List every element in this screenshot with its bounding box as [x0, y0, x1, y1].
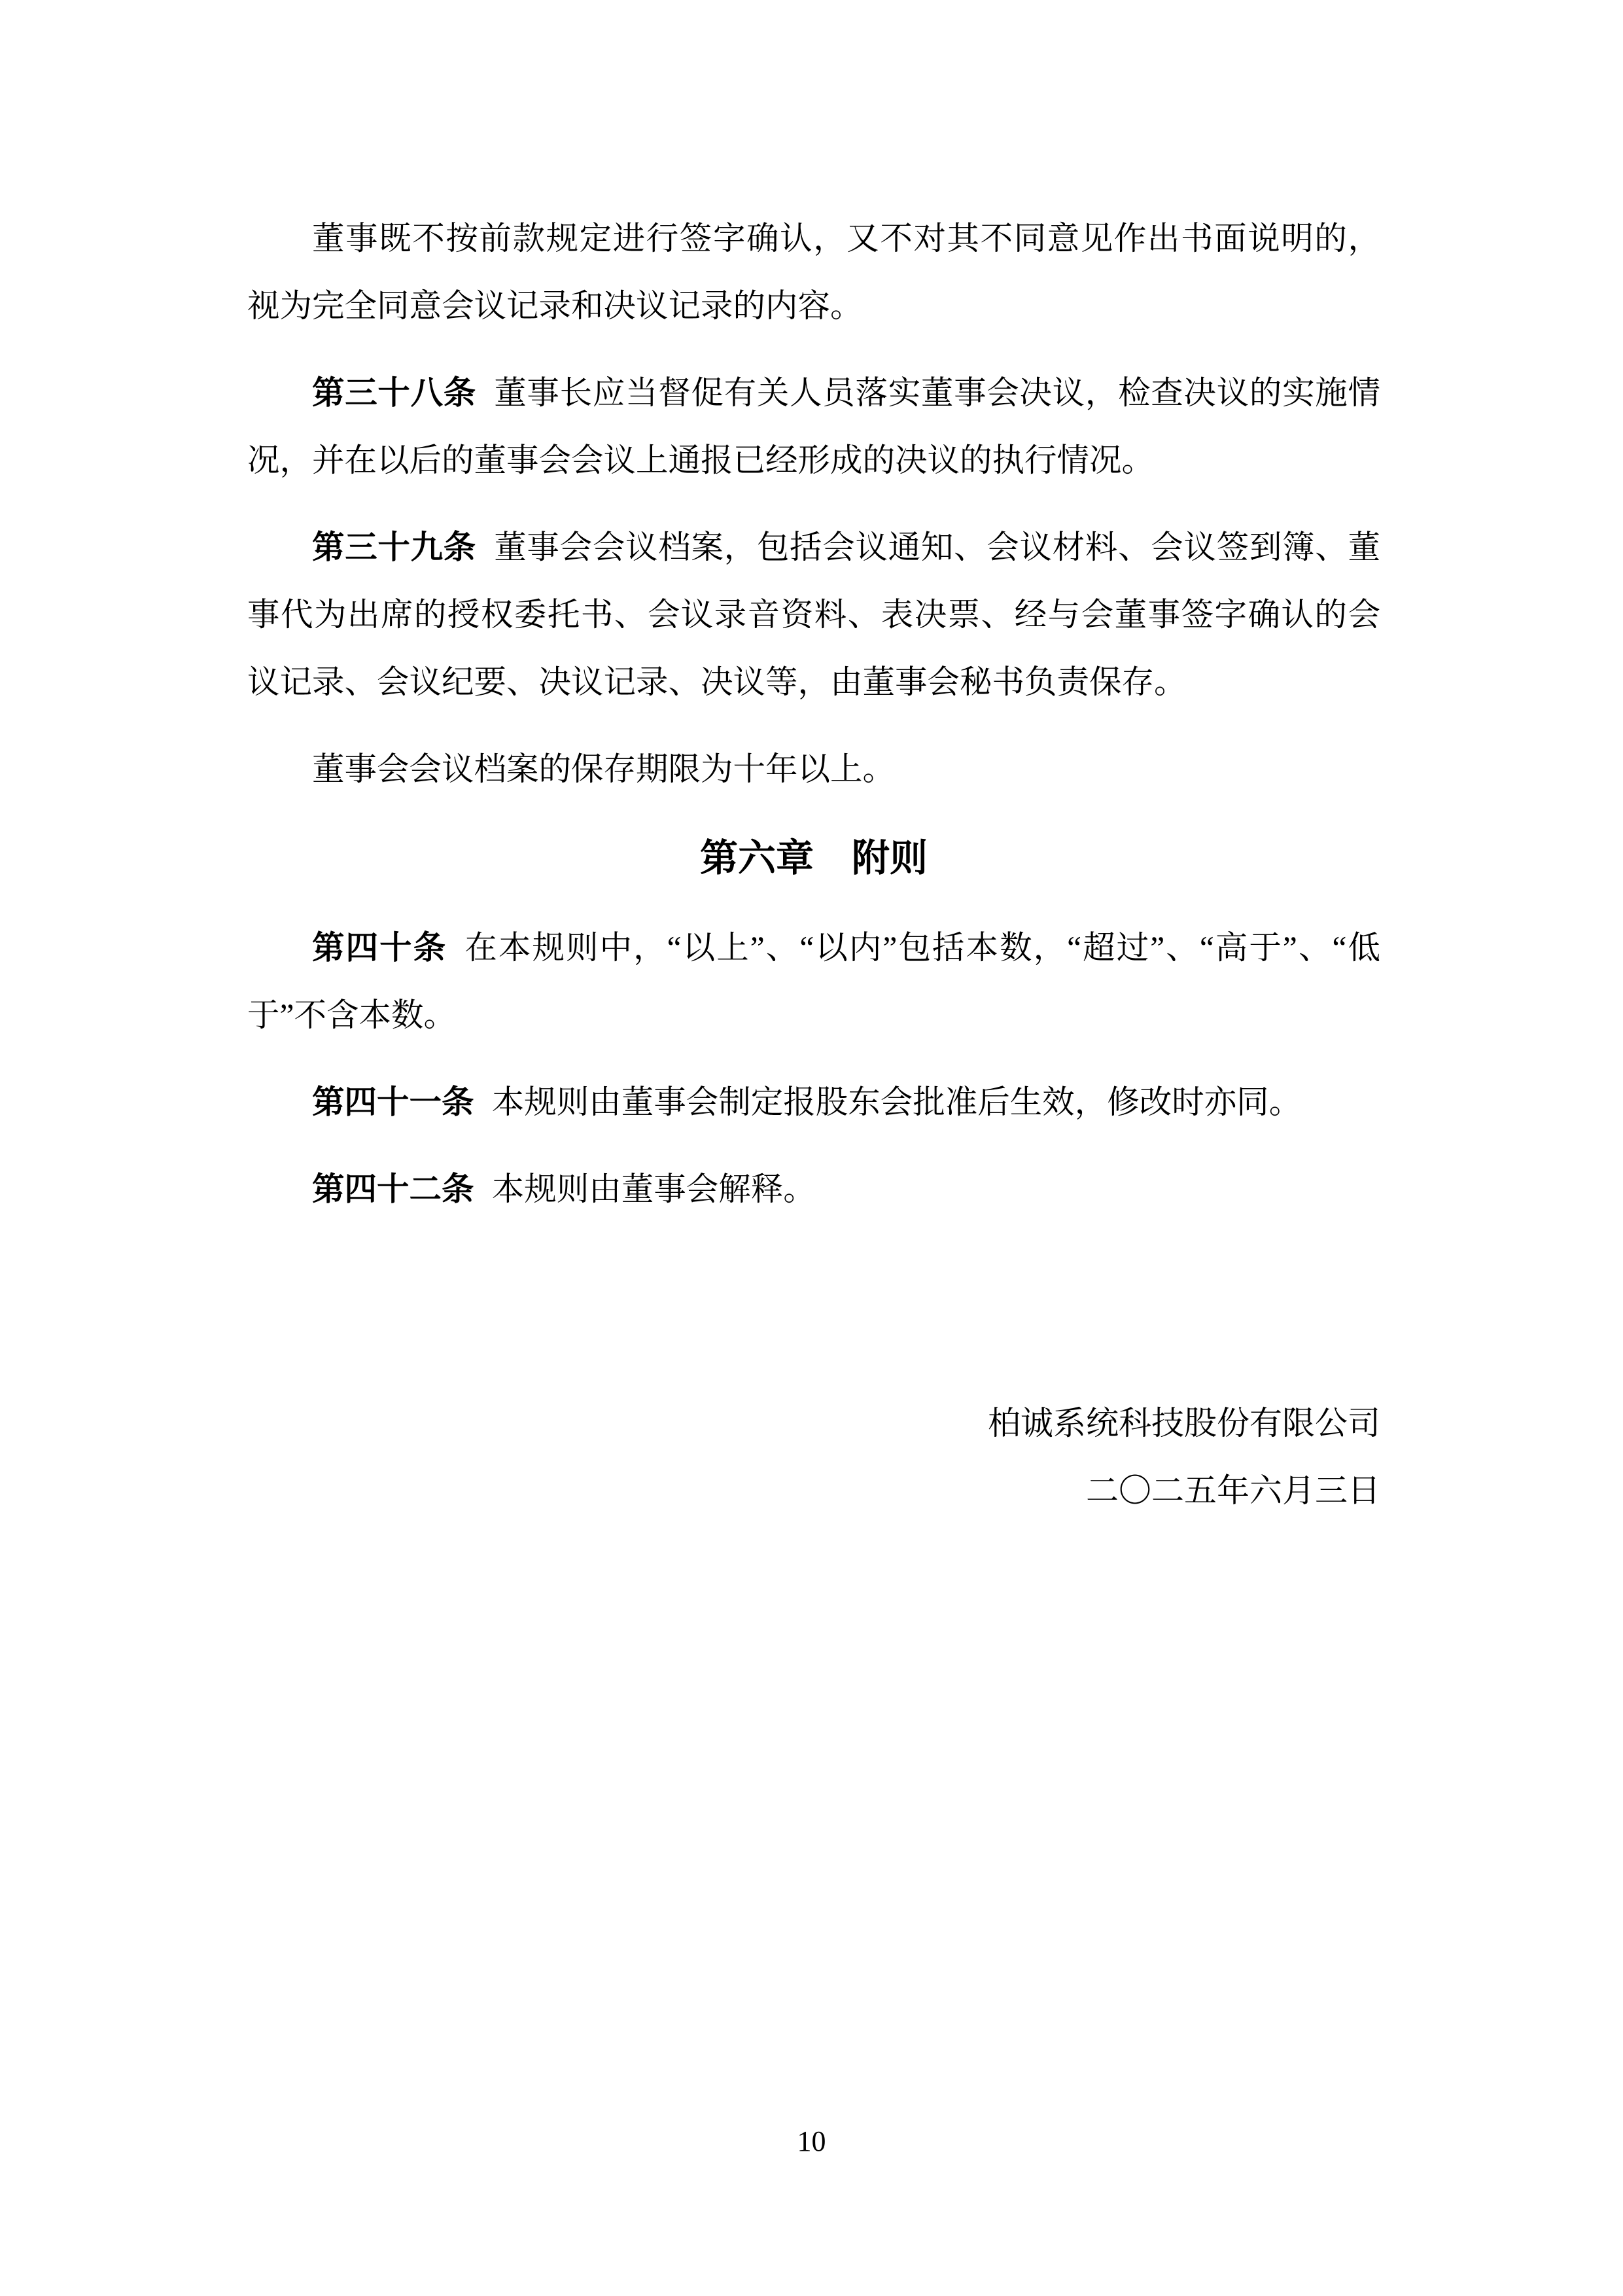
signature-company-name: 柏诚系统科技股份有限公司 [988, 1405, 1380, 1441]
paragraph-signature-refusal [247, 205, 1380, 340]
paragraph-article-38 [247, 359, 1380, 494]
paragraph-archive-retention [247, 735, 1380, 803]
chapter-6-heading: 第六章 附则 [699, 837, 928, 879]
article-42-number: 第四十二条 [312, 1171, 474, 1207]
paragraph-article-42 [247, 1156, 1380, 1223]
paragraph-text: 董事既不按前款规定进行签字确认，又不对其不同意见作出书面说明的，视为完全同意会议记录和决议记录的内容。 [247, 221, 1380, 324]
paragraph-article-40 [247, 914, 1380, 1049]
article-40-text: 在本规则中，“以上”、“以内”包括本数，“超过”、“高于”、“低于”不含本数。 [247, 930, 1381, 1033]
article-41-number: 第四十一条 [312, 1084, 474, 1120]
article-39-number: 第三十九条 [312, 529, 477, 565]
paragraph-article-39 [247, 514, 1380, 716]
article-41-text: 本规则由董事会制定报股东会批准后生效，修改时亦同。 [491, 1084, 1302, 1120]
paragraph-text: 董事会会议档案的保存期限为十年以上。 [312, 751, 895, 787]
article-40-number: 第四十条 [312, 930, 447, 966]
article-39-text: 董事会会议档案，包括会议通知、会议材料、会议签到簿、董事代为出席的授权委托书、会议录音资料、表决票、经与会董事签字确认的会议记录、会议纪要、决议记录、决议等，由董事会秘书负责保存。 [247, 529, 1381, 700]
page-number: 10 [797, 2125, 826, 2157]
signature-date: 二〇二五年六月三日 [1086, 1472, 1380, 1509]
article-42-text: 本规则由董事会解释。 [491, 1171, 816, 1207]
signature-block [988, 1390, 1380, 1525]
paragraph-article-41 [247, 1069, 1380, 1136]
article-38-number: 第三十八条 [312, 375, 477, 411]
document-body [247, 205, 1380, 1243]
article-38-text: 董事长应当督促有关人员落实董事会决议，检查决议的实施情况，并在以后的董事会会议上通报已经形成的决议的执行情况。 [247, 375, 1381, 478]
